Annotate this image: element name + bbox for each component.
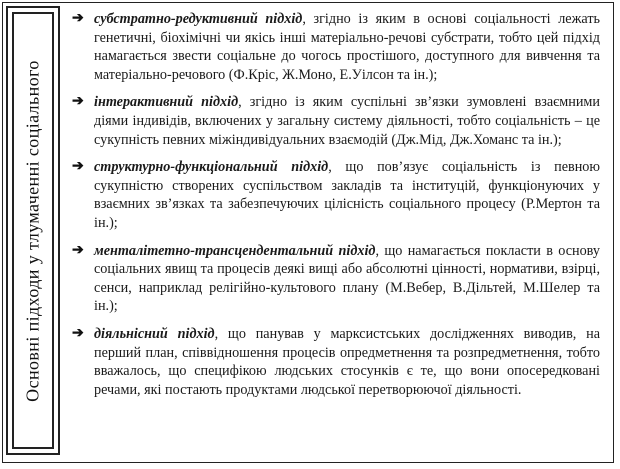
approaches-list <box>72 10 600 460</box>
approach-description: , що пов’язує соціальність із певною сукупністю створених суспільством закладів та інституцій, функціонуючих у взаємних зв’язках та забезпечуючих цілісність соціального процесу (Р.Мертон та ін.); <box>94 159 600 231</box>
side-label-inner-border <box>12 12 54 449</box>
list-item-structural-functional <box>72 158 600 232</box>
arrow-bullet-icon: ➔ <box>72 159 84 175</box>
arrow-bullet-icon: ➔ <box>72 325 84 341</box>
side-label-box <box>6 6 60 455</box>
approach-term: менталітетно-трансцендентальний підхід <box>94 242 376 259</box>
list-item-mentality-transcendental <box>72 242 600 316</box>
arrow-bullet-icon: ➔ <box>72 242 84 258</box>
approach-term: діяльнісний підхід <box>94 325 215 342</box>
arrow-bullet-icon: ➔ <box>72 94 84 110</box>
approach-term: структурно-функціональний підхід <box>94 159 329 176</box>
approach-term: інтерактивний підхід <box>94 94 239 111</box>
list-item-interactive <box>72 93 600 149</box>
list-item-substrate-reductive <box>72 10 600 84</box>
approach-term: субстратно-редуктивний підхід <box>94 11 303 27</box>
list-item-activity <box>72 325 600 399</box>
approach-description: , згідно із яким суспільні зв’язки зумовлені взаємними діями індивідів, включених у загальну систему діяльності, тобто соціальність – це сукупність певних міжіндивідуальних взаємодій (Дж.Мід, Дж.Хоманс та ін.); <box>94 94 600 148</box>
approach-description: , що намагається покласти в основу соціальних явищ та процесів деякі вищі або абсолютні цінності, нормативи, взірці, сенси, наприклад релігійно-культового плану (М.Вебер, В.Дільтей, М.Шелер та ін.); <box>94 242 600 315</box>
side-label: Основні підходи у тлумаченні соціального <box>22 59 43 402</box>
arrow-bullet-icon: ➔ <box>72 11 84 26</box>
approach-description: , що панував у марксистських дослідженнях виводив, на перший план, співвідношення процесів опредметнення та розпредметнення, тобто вважалось, що специфікою людських стосунків є те, що вони опосередковані речами, які постають продуктами людської перетворюючої діяльності. <box>94 325 600 398</box>
approach-description: , згідно із яким в основі соціальності лежать генетичні, біохімічні чи якісь інші матеріально-речові субстрати, тобто цей підхід намагається звести соціальне до чогось простішого, доступного для вивчення та матеріально-речового (Ф.Кріс, Ж.Моно, Е.Уілсон та ін.); <box>94 11 600 83</box>
